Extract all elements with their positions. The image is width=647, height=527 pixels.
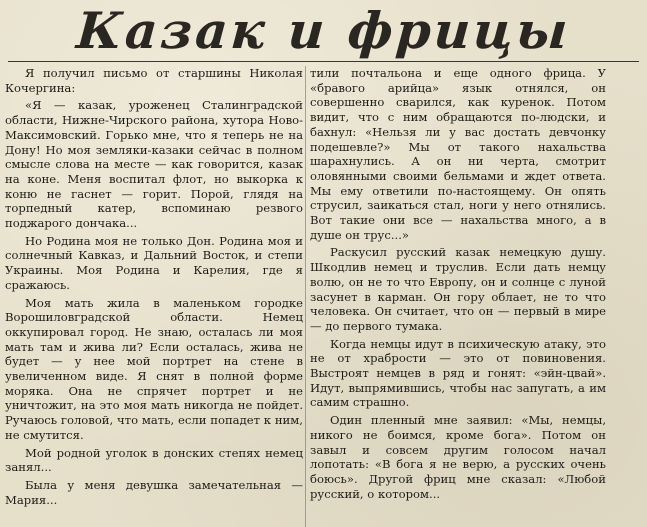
- column-divider: [305, 66, 306, 527]
- paragraph: «Я — казак, уроженец Сталинградской области, Нижне-Чирского района, хутора Ново-Максимовский. Горько мне, что я теперь не на Дону! Но моя земляки-казаки сейчас в полном смысле слова на месте — как говорится, казак на коне. Меня воспитал флот, но выкорка к коню не гаснет — горит. Порой, глядя на торпедный катер, вспоминаю резвого поджарого дончака...: [5, 98, 303, 231]
- paragraph: Когда немцы идут в психическую атаку, это не от храбрости — это от повиновения. Выстроят немцев в ряд и гонят: «эйн-цвай». Идут, выпрямившись, чтобы нас запугать, а им самим страшно.: [310, 336, 606, 410]
- left-column: [5, 66, 303, 507]
- paragraph: Мой родной уголок в донских степях немец занял...: [5, 445, 303, 475]
- paragraph: Моя мать жила в маленьком городке Ворошиловградской области. Немец оккупировал город. Не знаю, осталась ли моя мать там и жива ли? Если осталась, жива не будет — у нее мой портрет на стене в увеличенном виде. Я снят в полной форме моряка. Она не спрячет портрет и не уничтожит, на это моя мать никогда не пойдет. Ручаюсь головой, что мать, если попадет к ним, не смутится.: [5, 295, 303, 442]
- headline-rule: [8, 61, 639, 62]
- article-headline: Казак и фрицы: [74, 1, 573, 60]
- right-column: [310, 66, 606, 501]
- paragraph: Была у меня девушка замечательная — Мария...: [5, 477, 303, 507]
- paragraph: Раскусил русский казак немецкую душу. Шкодлив немец и труслив. Если дать немцу волю, он не то что Европу, он и солнце с луной засунет в карман. Он гору облает, не то что человека. Он считает, что он — первый в мире — до первого тумака.: [310, 245, 606, 333]
- paragraph-continuation: тили почтальона и еще одного фрица. У «бравого арийца» язык отнялся, он совершенно сварился, как куренок. Потом видит, что с ним обращаются по-людски, и бахнул: «Нельзя ли у вас достать девчонку подешевле?» Мы от такого нахальства шарахнулись. А он ни черта, смотрит оловянными своими бельмами и ждет ответа. Мы ему ответили по-настоящему. Он опять струсил, заикаться стал, ноги у него отнялись. Вот такие они все — нахальства много, а в душе он трус...»: [310, 66, 606, 242]
- paragraph: Но Родина моя не только Дон. Родина моя и солнечный Кавказ, и Дальний Восток, и степи Украины. Моя Родина и Карелия, где я сражаюсь.: [5, 233, 303, 292]
- paragraph: Я получил письмо от старшины Николая Кочергина:: [5, 66, 303, 95]
- paragraph: Один пленный мне заявил: «Мы, немцы, никого не боимся, кроме бога». Потом он завыл и совсем другим голосом начал лопотать: «В бога я не верю, а русских очень боюсь». Другой фриц мне сказал: «Любой русский, о котором...: [310, 413, 606, 501]
